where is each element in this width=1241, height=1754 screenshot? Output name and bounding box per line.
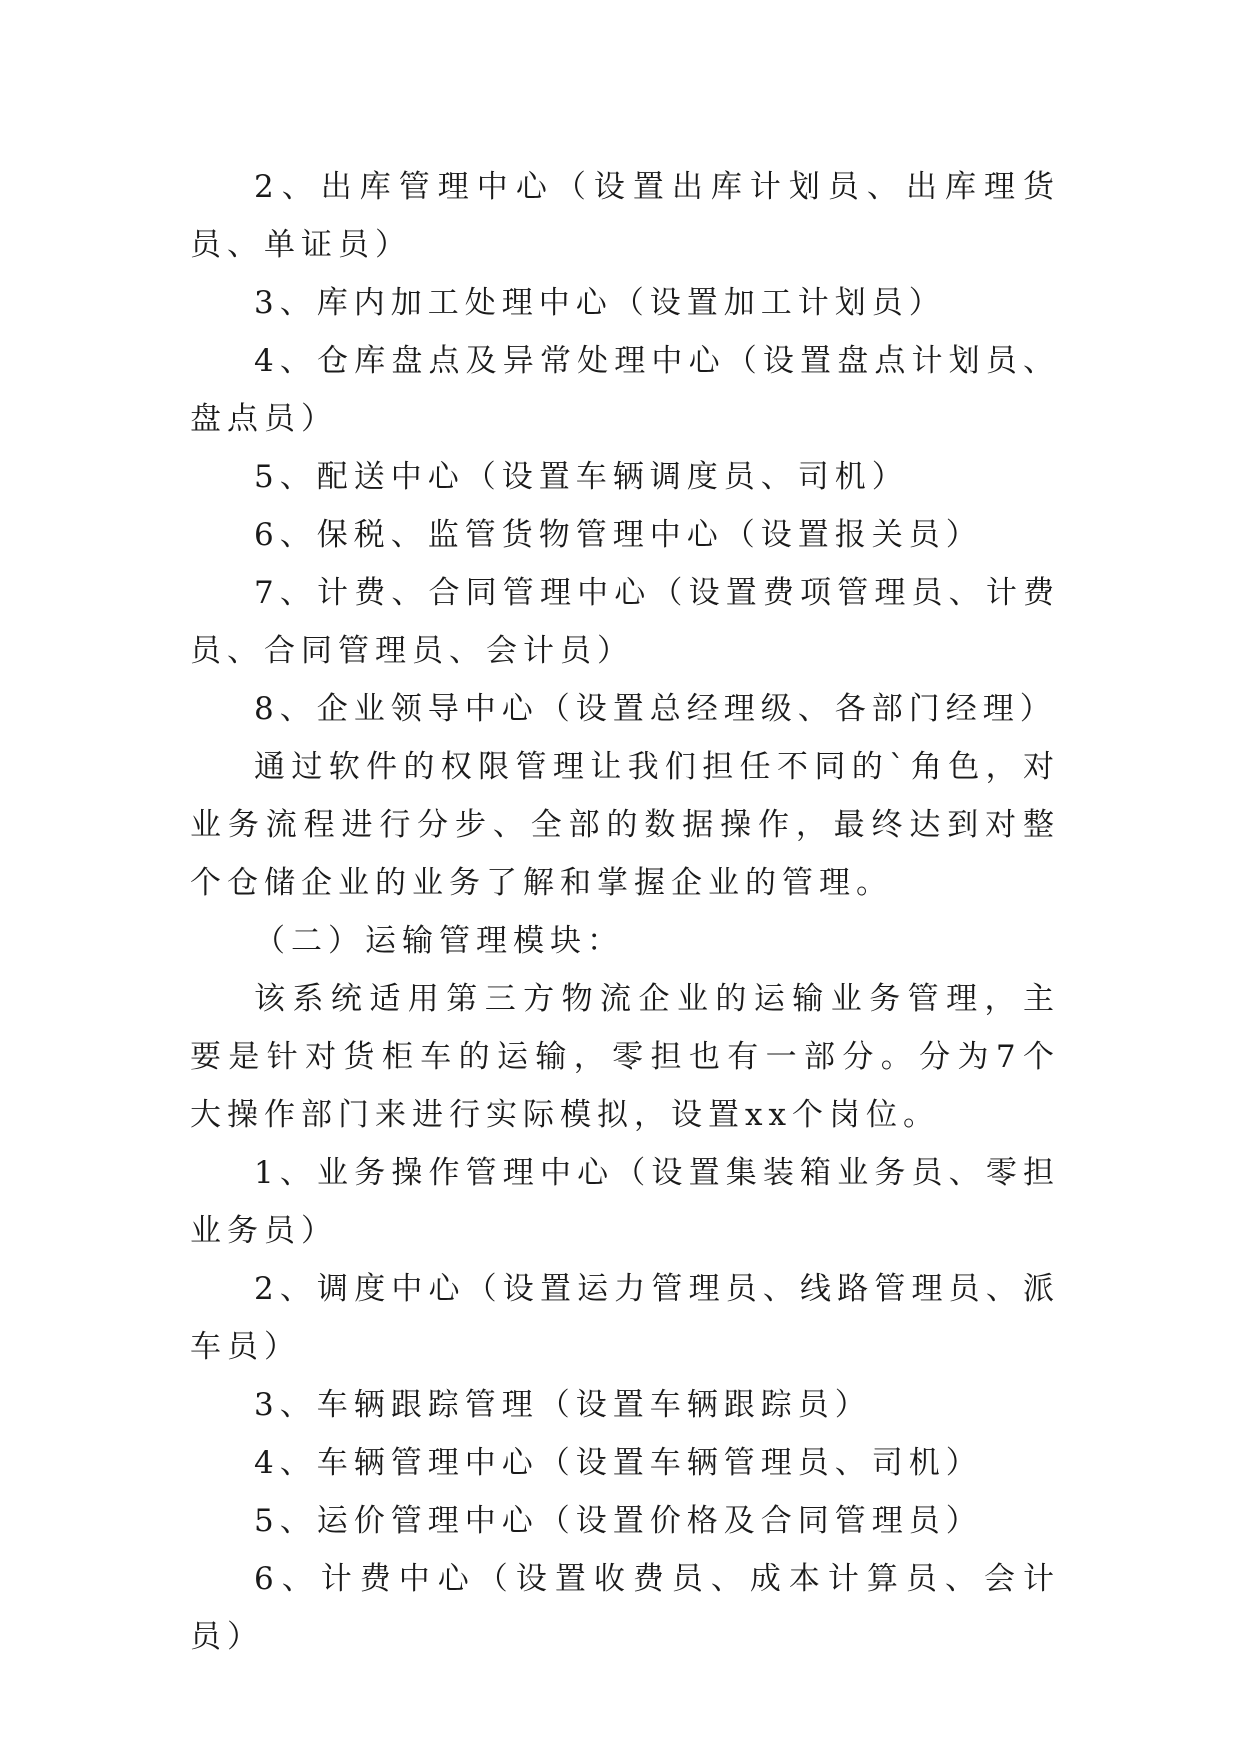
paragraph-transport-intro: 该系统适用第三方物流企业的运输业务管理，主要是针对货柜车的运输，零担也有一部分。分为7个大操作部门来进行实际模拟，设置xx个岗位。 [190,981,1060,1133]
paragraph-processing-center: 3、库内加工处理中心（设置加工计划员） [254,285,946,321]
paragraph-distribution-center: 5、配送中心（设置车辆调度员、司机） [254,459,909,495]
paragraph-billing-center: 6、计费中心（设置收费员、成本计算员、会计员） [190,1561,1060,1655]
paragraph-operations-center: 1、业务操作管理中心（设置集装箱业务员、零担业务员） [190,1155,1060,1249]
paragraph-bonded-center: 6、保税、监管货物管理中心（设置报关员） [254,517,983,553]
paragraph-leadership-center: 8、企业领导中心（设置总经理级、各部门经理） [254,691,1057,727]
paragraph-dispatch-center: 2、调度中心（设置运力管理员、线路管理员、派车员） [190,1271,1060,1365]
paragraph-permission-summary: 通过软件的权限管理让我们担任不同的`角色，对业务流程进行分步、全部的数据操作，最终达到对整个仓储企业的业务了解和掌握企业的管理。 [190,749,1060,901]
paragraph-vehicle-management: 4、车辆管理中心（设置车辆管理员、司机） [254,1445,983,1481]
paragraph-inventory-center: 4、仓库盘点及异常处理中心（设置盘点计划员、盘点员） [190,343,1060,437]
paragraph-billing-contract-center: 7、计费、合同管理中心（设置费项管理员、计费员、合同管理员、会计员） [190,575,1060,669]
paragraph-vehicle-tracking: 3、车辆跟踪管理（设置车辆跟踪员） [254,1387,872,1423]
paragraph-outbound-center: 2、出库管理中心（设置出库计划员、出库理货员、单证员） [190,169,1060,263]
paragraph-freight-rate-center: 5、运价管理中心（设置价格及合同管理员） [254,1503,983,1539]
section-heading-transport: （二）运输管理模块： [254,923,624,959]
document-body [190,158,1060,1666]
